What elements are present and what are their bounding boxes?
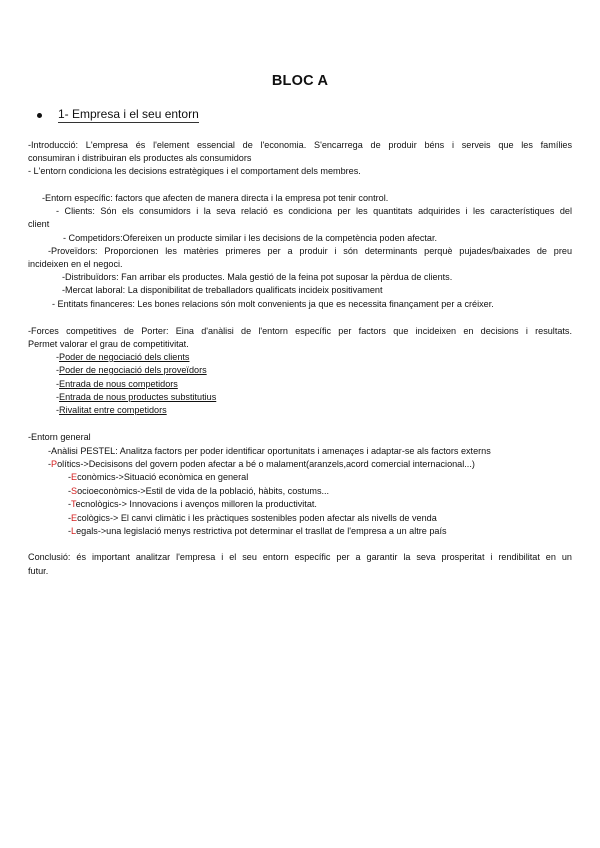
intro-line-2: consumiran i distribuiran els productes als consumidors <box>28 153 252 163</box>
porter-item-dash: - <box>56 365 60 375</box>
conclusion-line-2: futur. <box>28 566 49 576</box>
factor-initial: E <box>71 472 78 482</box>
factor-initial: P <box>51 459 58 469</box>
factor-text: olítics->Decisisons del govern poden afectar a bé o malament(aranzels,acord comercial internacional...) <box>57 459 475 469</box>
porter-item-text: Poder de negociació dels proveïdors <box>59 365 207 375</box>
clients-line-2: client <box>28 219 50 229</box>
factor-dash: - <box>68 472 72 482</box>
porter-item-dash: - <box>56 352 60 362</box>
porter-item-text: Entrada de nous competidors <box>59 379 178 389</box>
factor-initial: T <box>71 499 76 509</box>
factor-dash: - <box>48 459 52 469</box>
factor-dash: - <box>68 526 72 536</box>
page-title: BLOC A <box>271 73 329 89</box>
porter-item-text: Poder de negociació dels clients <box>59 352 190 362</box>
conclusion-line-1: Conclusió: és important analitzar l'empresa i el seu entorn específic per a garantir la seva prosperitat i rendibilitat en un <box>28 552 572 562</box>
intro-line-1: -Introducció: L'empresa és l'element essencial de l'economia. S'encarrega de produir béns i serveis que les famílies <box>28 140 572 150</box>
pestel-factor <box>48 459 475 470</box>
factor-text: egals->una legislació menys restrictiva pot determinar el trasllat de l'empresa a un altre país <box>76 526 447 536</box>
porter-item <box>56 365 207 376</box>
porter-item-dash: - <box>56 392 60 402</box>
porter-item <box>56 392 216 403</box>
section-heading <box>37 107 199 123</box>
pestel-line: -Anàlisi PESTEL: Analitza factors per poder identificar oportunitats i amenaçes i adaptar-se als factors externs <box>48 446 491 456</box>
general-heading: -Entorn general <box>28 432 91 442</box>
pestel-factor <box>68 526 447 537</box>
pestel-factor <box>68 513 437 524</box>
porter-item <box>56 352 189 363</box>
intro-line-3: - L'entorn condiciona les decisions estratègiques i el comportament dels membres. <box>28 166 361 176</box>
factor-text: ecnològics-> Innovacions i avenços milloren la productivitat. <box>75 499 317 509</box>
porter-item <box>56 405 167 416</box>
factor-dash: - <box>68 499 72 509</box>
factor-initial: E <box>71 513 78 523</box>
factor-dash: - <box>68 513 72 523</box>
suppliers-line-1: -Proveïdors: Proporcionen les matèries primeres per a produir i són determinants perquè pujades/baixades de preu <box>48 246 572 256</box>
suppliers-line-2: incideixen en el negoci. <box>28 259 123 269</box>
competitors-line: - Competidors:Ofereixen un producte similar i les decisions de la competència poden afectar. <box>63 233 438 243</box>
factor-initial: L <box>71 526 77 536</box>
factor-initial: S <box>71 486 78 496</box>
section-heading-text: 1- Empresa i el seu entorn <box>58 107 199 121</box>
porter-line-2: Permet valorar el grau de competitivitat. <box>28 339 189 349</box>
specific-heading: -Entorn específic: factors que afecten de manera directa i la empresa pot tenir control. <box>42 193 389 203</box>
factor-text: conòmics->Situació econòmica en general <box>77 472 249 482</box>
porter-item-text: Rivalitat entre competidors <box>59 405 167 415</box>
porter-item-dash: - <box>56 405 60 415</box>
bullet-icon <box>37 113 42 118</box>
factor-dash: - <box>68 486 72 496</box>
factor-text: cològics-> El canvi climàtic i les pràctiques sostenibles poden afectar als nivells de venda <box>77 513 437 523</box>
factor-text: ocioeconòmics->Estil de vida de la població, hàbits, costums... <box>77 486 330 496</box>
porter-item-text: Entrada de nous productes substitutius <box>59 392 217 402</box>
porter-item-dash: - <box>56 379 60 389</box>
clients-line-1: - Clients: Són els consumidors i la seva relació es condiciona per les quantitats adquirides i les característiques del <box>56 206 572 216</box>
porter-item <box>56 379 178 390</box>
pestel-factor <box>68 472 248 483</box>
pestel-factor <box>68 486 329 497</box>
pestel-factor <box>68 499 317 510</box>
labour-market-line: -Mercat laboral: La disponibilitat de treballadors qualificats incideix positivament <box>62 285 383 295</box>
financial-entities-line: - Entitats financeres: Les bones relacions són molt convenients ja que es necessita finançament per a créixer. <box>52 299 494 309</box>
porter-line-1: -Forces competitives de Porter: Eina d'anàlisi de l'entorn específic per factors que incideixen en decisions i resultats. <box>28 326 572 336</box>
distributors-line: -Distribuïdors: Fan arribar els productes. Mala gestió de la feina pot suposar la pèrdua de clients. <box>62 272 453 282</box>
